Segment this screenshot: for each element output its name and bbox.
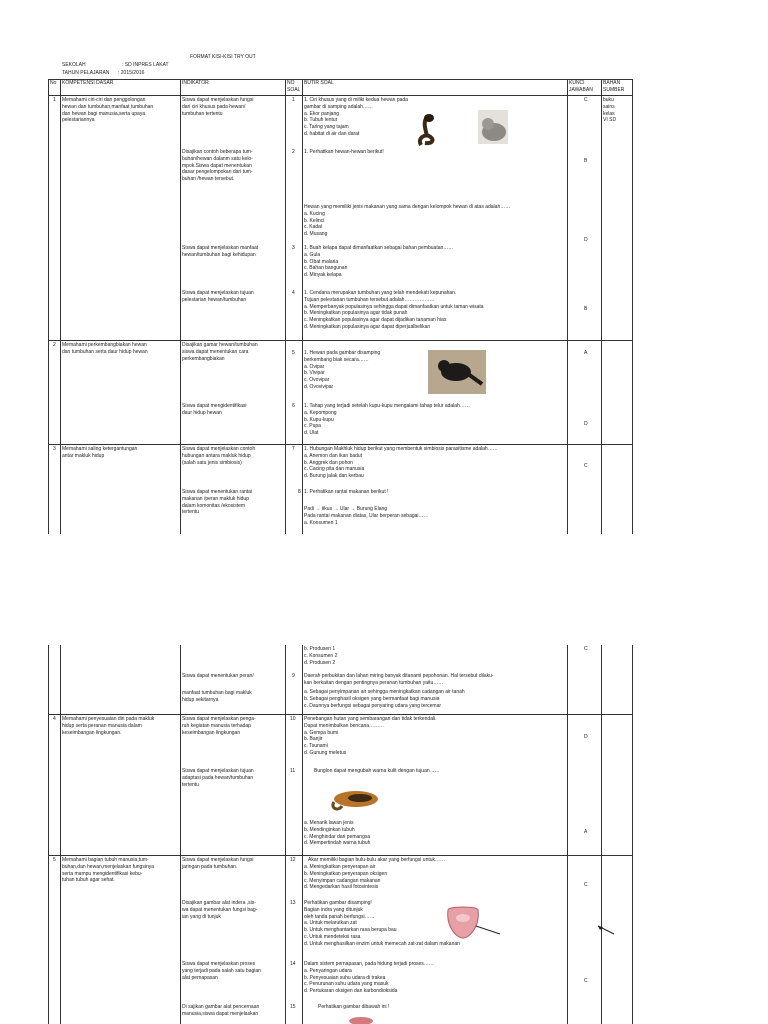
question-text: Perhatikan gambar disamping! Bagian indra yang ditunjuk oleh tanda panah berfungsi…… a. Untuk melarutkan zat b. Untuk menghantarkan rasa berupa bau c. Untuk mendeteksi rasa d. Untuk menghasilkan enzim untuk memecah zat-zat dalam makanan bbox=[304, 900, 460, 947]
question-text: Perhatikan gambar dibawah ini ! bbox=[318, 1004, 390, 1010]
answer-key: D bbox=[584, 237, 588, 243]
question-text: Dalam sistem pernapasan, pada hidung terjadi proses…… a. Penyaringan udara b. Penyesuaian suhu udara di trakea c. Penurunan suhu udara yang masuk d. Pertukaran oksigen dan karbondioksida bbox=[304, 961, 434, 994]
indicator-text: Siswa dapat menentukan peran/ bbox=[182, 673, 254, 679]
answer-key: D bbox=[584, 421, 588, 427]
question-number: 8 bbox=[298, 489, 301, 495]
question-text: a. Meningkatkan penyerapan air b. Meningkatkan penyerapan oksigen c. Menyimpan cadangan makanan d. Mengedarkan hasil fotosintesis bbox=[304, 864, 388, 891]
answer-key: C bbox=[584, 646, 588, 652]
cobra-image bbox=[415, 112, 441, 146]
question-number: 7 bbox=[292, 446, 295, 452]
question-number: 13 bbox=[290, 900, 296, 906]
question-text: 1. Perhatikan rantai makanan berikut ! bbox=[304, 489, 389, 495]
answer-key: A bbox=[584, 350, 588, 356]
kd-text: Memahami ciri-ciri dan penggolongan hewan dan tumbuhan,manfaat tumbuhan dan hewan bagi manusia,serta upaya pelestariannya bbox=[62, 97, 154, 124]
col-kunci-header-1: KUNCI bbox=[569, 80, 585, 86]
col-bahan-header-1: BAHAN bbox=[603, 80, 621, 86]
col-nosoal-header-1: NO bbox=[287, 80, 295, 86]
section-number: 1 bbox=[53, 97, 56, 103]
kd-text: Memahami saling ketergantungan antar makluk hidup bbox=[62, 446, 138, 459]
question-text: 1. Buah kelapa dapat dimanfaatkan sebagai bahan pembuatan…… a. Gula b. Obat malaria c. Bahan bangunan d. Minyak kelapa bbox=[304, 245, 454, 278]
indicator-text: Siswa dapat mengidentifikasi daur hidup hewan bbox=[182, 403, 247, 416]
question-number: 4 bbox=[292, 290, 295, 296]
indicator-text: Siswa dapat menjelaskan contoh hubungan antara makluk hidup (salah satu jenis simbiosis) bbox=[182, 446, 256, 466]
question-number: 2 bbox=[292, 149, 295, 155]
section-number: 2 bbox=[53, 342, 56, 348]
source-text: buku sains kelas VI SD bbox=[603, 97, 617, 124]
question-text: b. Produsen 1 c. Konsumen 2 d. Produsen 2 bbox=[304, 646, 338, 666]
answer-key: D bbox=[584, 734, 588, 740]
cat-image bbox=[478, 110, 508, 144]
kd-text: Memahami penyesuaian diri pada makluk hidup serta peranan manusia dalam keseimbangan lingkungan. bbox=[62, 716, 155, 736]
year-label: TAHUN PELAJARAN bbox=[62, 70, 110, 76]
col-kunci-header-2: JAWABAN bbox=[569, 87, 593, 93]
chameleon-image bbox=[330, 784, 382, 814]
indicator-text: Disajikan gambar alat indera ,sis- wa dapat menentukan fungsi bag- ian yang di tunjuk bbox=[182, 900, 258, 920]
answer-key: C bbox=[584, 463, 588, 469]
year-value: : 2015/2016 bbox=[118, 70, 145, 76]
indicator-text: Siswa dapat menjelaskan tujuan pelestarian hewan/tumbuhan bbox=[182, 290, 254, 303]
question-number: 10 bbox=[290, 716, 296, 722]
question-text: Akar memiliki bagian bulu-bulu akar yang berfungsi untuk…… bbox=[308, 857, 446, 863]
indicator-text: Siswa dapat menjelaskan tujuan adaptasi pada hewan/tumbuhan tertentu bbox=[182, 768, 254, 788]
question-text: 1. Tahap yang terjadi setelah kupu-kupu mengalami tahap telur adalah…… a. Kepompong b. Kupu-kupu c. Pupa d. Ulat bbox=[304, 403, 470, 436]
indicator-text: Disajikan contoh beberapa tum- buhan/hewan dalanm satu kelo- mpok.Siswa dapat menentukan dasar pengelompokan dari tum- buhan /hewan tersebut. bbox=[182, 149, 253, 182]
question-number: 1 bbox=[292, 97, 295, 103]
question-number: 6 bbox=[292, 403, 295, 409]
col-no-header: No bbox=[50, 80, 57, 86]
arrow-icon bbox=[596, 924, 616, 936]
digestive-system-image bbox=[346, 1015, 376, 1024]
tongue-image bbox=[440, 904, 506, 942]
school-label: SEKOLAH bbox=[62, 62, 86, 68]
question-text: 1. Ciri khusus yang di miliki kedua hewan pada gambar di samping adalah…… a. Ekor panjang b. Tubuh lentur c. Taring yang tajam d. habitat di air dan darat bbox=[304, 97, 408, 137]
indicator-text: Siswa dapat menjelaskan fungsi jaringan pada tumbuhan. bbox=[182, 857, 254, 870]
question-number: 12 bbox=[290, 857, 296, 863]
answer-key: C bbox=[584, 978, 588, 984]
question-text: 1. Hewan pada gambar disamping berkembang biak secara…… a. Ovipar b. Vivipar c. Ovovipar d. Ovovivipar bbox=[304, 350, 381, 390]
indicator-text: Siswa dapat menjelaskan proses yang terjadi pada salah satu bagian alat pernapasan bbox=[182, 961, 261, 981]
answer-key: C bbox=[584, 97, 588, 103]
question-text: Bunglon dapat mengubah warna kulit dengan tujuan…… bbox=[314, 768, 440, 774]
answer-key: C bbox=[584, 882, 588, 888]
indicator-text: Siswa dapat menjelaskan fungsi dari ciri khusus pada hewan/ tumbuhan tertentu bbox=[182, 97, 254, 117]
question-text: Daerah perbukitan dan lahan miring banyak ditanami pepohonan. Hal tersebut dilaku- kan berkaitan dengan pentingnya peranan tumbuhan yaitu…… bbox=[304, 673, 494, 686]
question-text: Hewan yang memiliki jenis makanan yang sama dengan kelompok hewan di atas adalah…… a. Kucing b. Kelinci c. Kadal d. Musang bbox=[304, 204, 511, 237]
question-number: 3 bbox=[292, 245, 295, 251]
section-number: 5 bbox=[53, 857, 56, 863]
question-text: 1. Hubungan Makhluk hidup berikut yang membentuk simbiosis parasitisme adalah…… a. Anemon dan ikan badut b. Anggrek dan pohon c. Cacing pita dan manusia d. Burung jalak dan kerbau bbox=[304, 446, 498, 479]
question-text: a. Menarik lawan jenis b. Mendinginkan tubuh c. Menghindar dari pemangsa d. Mempertindah warna tubuh bbox=[304, 820, 371, 847]
question-text: 1. Cendana merupakan tumbuhan yang telah mendekati kepunahan. Tujuan pelestarian tumbuhan tersebut adalah……………… a. Memperbanyak populasinya sehingga dapat dimanfaatkan untuk taman wisata b. Meningkatkan populasinya agar tidak punah c. Meningkatkan populasinya agar dapat dijadikan tanaman hias d. Meningkatkan populasinya agar dapat diperjualbelikan bbox=[304, 290, 484, 330]
question-number: 9 bbox=[292, 673, 295, 679]
col-nosoal-header-2: SOAL bbox=[287, 87, 301, 93]
school-value: : SD INPRES LAKAT bbox=[122, 62, 169, 68]
answer-key: A bbox=[584, 829, 588, 835]
indicator-text: Siswa dapat menentukan rantai makanan /peran makluk hidup dalam komonitas /ekosistem tertentu bbox=[182, 489, 253, 516]
section-number: 4 bbox=[53, 716, 56, 722]
question-text: 1. Perhatikan hewan-hewan berikut! bbox=[304, 149, 384, 155]
question-number: 11 bbox=[290, 768, 296, 774]
kd-text: Memahami perkembangbiakan hewan dan tumbuhan serta daur hidup hewan bbox=[62, 342, 148, 355]
indicator-text: Di sajikan gambar alat pencernaan manusia,siswa dapat menjelaskan bbox=[182, 1004, 260, 1017]
indicator-text: Siswa dapat menjelaskan manfaat hewan/tumbuhan bagi kehidupan bbox=[182, 245, 259, 258]
question-number: 15 bbox=[290, 1004, 296, 1010]
question-text: Padi → tikus → Ular → Burung Elang Pada rantai makanan diatas, Ular berperan sebagai…… a. Konsumen 1 bbox=[304, 506, 429, 526]
col-bahan-header-2: SUMBER bbox=[603, 87, 625, 93]
answer-key: B bbox=[584, 306, 588, 312]
bird-image bbox=[428, 350, 486, 394]
question-text: Penebangan hutan yang sembarangan dan tidak terkendali. Dapat menimbulkan bencana……… a. Gempa bumi b. Banjir c. Tsunami d. Gunung meletus bbox=[304, 716, 437, 756]
col-kd-header: KOMPETENSI DASAR bbox=[62, 80, 114, 86]
indicator-text: manfaat tumbuhan bagi makluk hidup sekitarnya bbox=[182, 690, 252, 703]
document-title: FORMAT KISI-KISI TRY OUT bbox=[190, 54, 256, 60]
indicator-text: Siswa dapat menjelaskan penga- ruh kegiatan manusia terhadap keseimbangan lingkungan bbox=[182, 716, 256, 736]
kd-text: Memahami bagian tubuh manusia,tum- buhan,dan hewan,menjelaskan fungsinya serta mampu mengidentifikasi kebu- tuhan tubuh agar sehat. bbox=[62, 857, 155, 884]
answer-key: B bbox=[584, 158, 588, 164]
question-number: 14 bbox=[290, 961, 296, 967]
col-butir-header: BUTIR SOAL bbox=[304, 80, 334, 86]
col-indikator-header: INDIKATOR bbox=[182, 80, 209, 86]
indicator-text: Disajikan gamar hewan/tumbuhan siswa dapat menentukan cara perkembangbiakan bbox=[182, 342, 258, 362]
question-number: 5 bbox=[292, 350, 295, 356]
question-text: a. Sebagai penyimpanan air sehingga meningkatkan cadangan air tanah b. Sebagai penghasil oksigen yang bermanfaat bagi manusia c. Daunnya berfungsi sebagai penyaring udara yang tercemar bbox=[304, 689, 465, 709]
section-number: 3 bbox=[53, 446, 56, 452]
